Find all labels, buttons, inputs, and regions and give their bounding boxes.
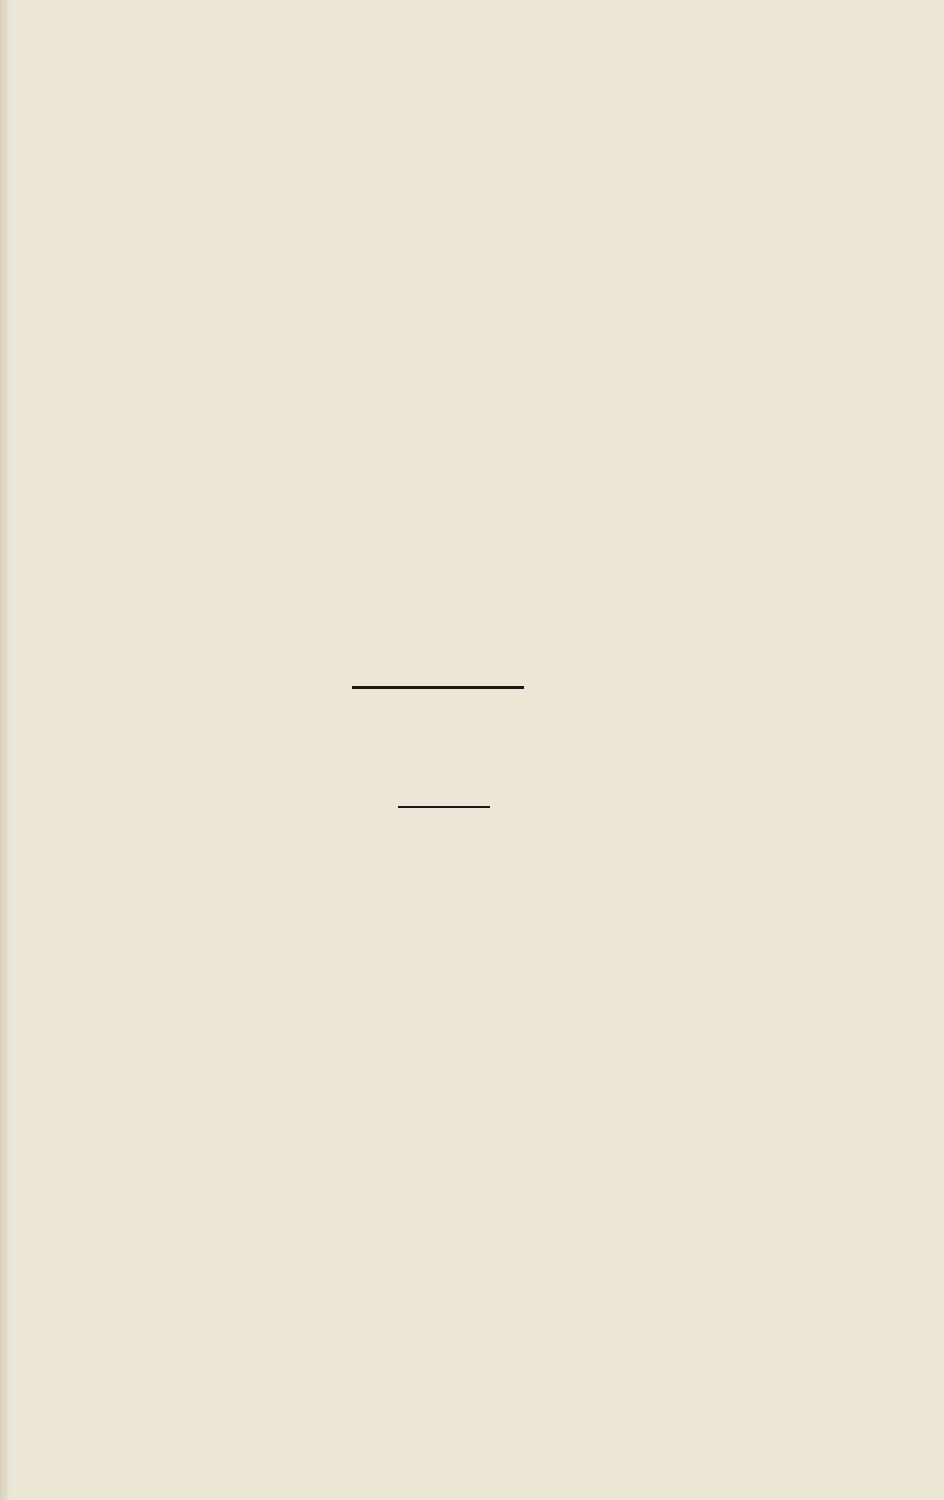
page-edge: [0, 0, 10, 1500]
section-divider: [352, 686, 524, 689]
title-underline: [398, 806, 490, 808]
